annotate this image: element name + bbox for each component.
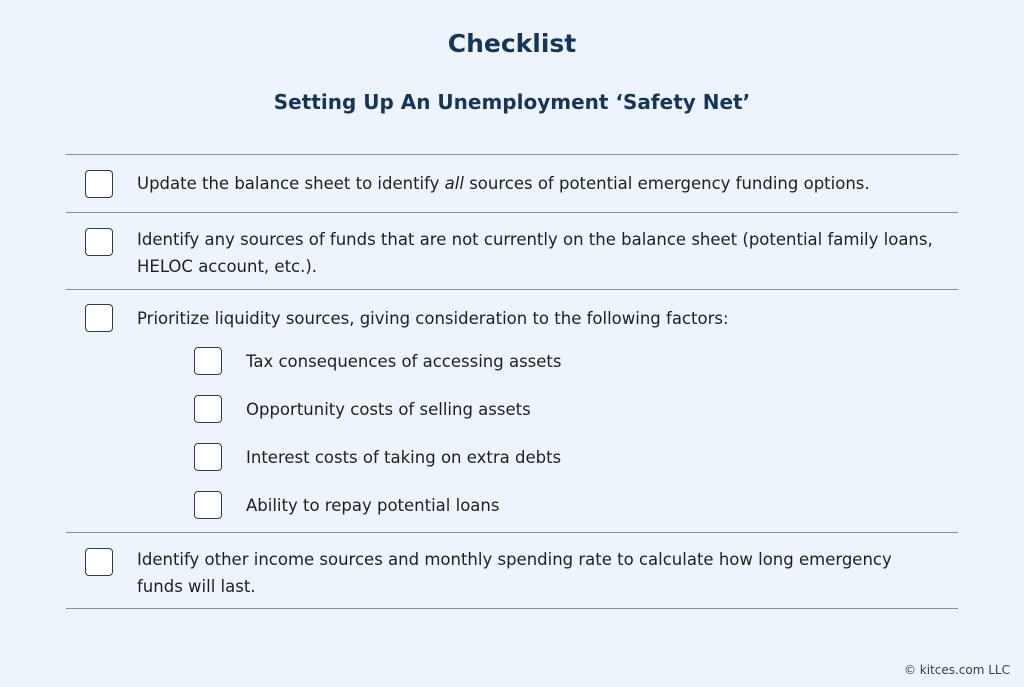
- checklist-item-text: Identify any sources of funds that are not currently on the balance sheet (potential family loans, HELOC account, etc.).: [137, 230, 933, 276]
- checkbox[interactable]: [194, 395, 222, 423]
- copyright-notice: © kitces.com LLC: [903, 663, 1010, 677]
- checklist-item-identify-sources: [66, 213, 958, 290]
- item-text-part: sources of potential emergency funding options.: [463, 174, 870, 193]
- sub-item-opportunity-costs: [194, 395, 894, 425]
- item-text-part: Update the balance sheet to identify: [137, 174, 445, 193]
- checkbox[interactable]: [85, 548, 113, 576]
- sub-item-text: Interest costs of taking on extra debts: [246, 448, 562, 467]
- sub-item-ability-to-repay: [194, 491, 894, 521]
- page-title: Checklist: [447, 29, 577, 58]
- checklist-item-prioritize-liquidity: [66, 290, 958, 533]
- sub-item-interest-costs: [194, 443, 894, 473]
- checkbox[interactable]: [85, 228, 113, 256]
- sub-item-text: Tax consequences of accessing assets: [246, 352, 562, 371]
- checkbox[interactable]: [85, 170, 113, 198]
- checklist-item-text: [137, 170, 952, 197]
- checklist-item-update-balance-sheet: [66, 155, 958, 213]
- checkbox[interactable]: [194, 347, 222, 375]
- sub-item-text: Opportunity costs of selling assets: [246, 400, 531, 419]
- checklist-item-text: Identify other income sources and monthly spending rate to calculate how long emergency funds will last.: [137, 550, 892, 596]
- checkbox[interactable]: [85, 304, 113, 332]
- checklist-item-text: Prioritize liquidity sources, giving consideration to the following factors:: [137, 309, 729, 328]
- checklist: [66, 154, 958, 609]
- item-text-emphasis: all: [444, 174, 464, 193]
- checkbox[interactable]: [194, 491, 222, 519]
- sub-item-text: Ability to repay potential loans: [246, 496, 500, 515]
- page-subtitle: Setting Up An Unemployment ‘Safety Net’: [273, 90, 751, 114]
- checkbox[interactable]: [194, 443, 222, 471]
- sub-item-tax-consequences: [194, 347, 894, 377]
- checklist-item-income-sources: [66, 533, 958, 609]
